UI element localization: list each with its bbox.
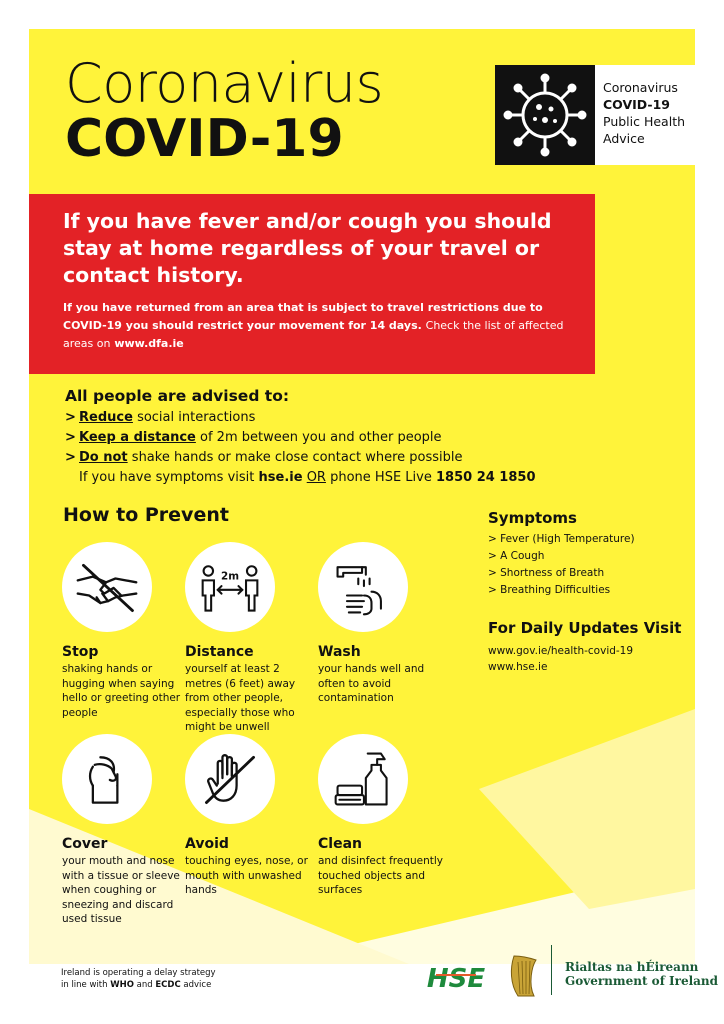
alert-headline: If you have fever and/or cough you should stay at home regardless of your travel or contact history.: [63, 209, 552, 287]
cough-icon: [62, 734, 152, 824]
prevent-heading: How to Prevent: [63, 504, 229, 526]
card-desc: your hands well and often to avoid contamination: [318, 663, 425, 704]
logo-line: Advice: [603, 131, 645, 146]
poster: [29, 29, 695, 964]
symptoms-panel: [488, 509, 688, 675]
advice-heading: All people are advised to:: [65, 387, 290, 405]
public-health-logo: [495, 65, 695, 165]
gov-divider: [551, 945, 552, 995]
alert-details: If you have returned from an area that is subject to travel restrictions due to COVID-19 you should restrict your movement for 14 days. Check the list of affected areas on www.dfa.ie: [63, 301, 564, 350]
card-title: Clean: [318, 836, 362, 852]
card-desc: yourself at least 2 metres (6 feet) away from other people, especially those who might be unwell: [185, 663, 296, 733]
symptoms-contact: If you have symptoms visit hse.ie OR phone HSE Live 1850 24 1850: [79, 470, 536, 485]
prevent-card-distance: [185, 542, 315, 735]
government-logo-text: Rialtas na hÉireann Government of Ireland: [565, 960, 719, 988]
logo-text: [603, 79, 685, 147]
prevent-card-stop: [62, 542, 192, 720]
card-desc: touching eyes, nose, or mouth with unwashed hands: [185, 855, 308, 896]
hse-logo: [426, 957, 486, 994]
no-touch-icon: [185, 734, 275, 824]
prevent-card-avoid: [185, 734, 315, 898]
symptom-item: > A Cough: [488, 550, 545, 562]
symptoms-heading: Symptoms: [488, 509, 577, 527]
virus-icon: [495, 65, 595, 165]
distance-badge: 2m: [220, 570, 240, 583]
title-covid: COVID-19: [65, 109, 344, 169]
card-desc: your mouth and nose with a tissue or sleeve when coughing or sneezing and discard used tissue: [62, 855, 180, 925]
dfa-link[interactable]: www.dfa.ie: [114, 337, 184, 350]
hse-phone: 1850 24 1850: [435, 470, 536, 485]
spray-icon: [318, 734, 408, 824]
advice-item: > Reduce social interactions: [65, 410, 256, 425]
updates-link[interactable]: www.hse.ie: [488, 661, 548, 673]
handshake-icon: [62, 542, 152, 632]
card-title: Cover: [62, 836, 108, 852]
updates-heading: For Daily Updates Visit: [488, 619, 682, 637]
handwash-icon: [318, 542, 408, 632]
card-title: Wash: [318, 644, 361, 660]
card-desc: and disinfect frequently touched objects and surfaces: [318, 855, 444, 896]
harp-icon: [508, 952, 538, 1000]
logo-line: Public Health: [603, 114, 686, 129]
prevent-card-clean: [318, 734, 448, 898]
symptom-item: > Fever (High Temperature): [488, 533, 635, 545]
advice-item: > Do not shake hands or make close contact where possible: [65, 450, 463, 465]
card-title: Avoid: [185, 836, 229, 852]
symptom-item: > Breathing Difficulties: [488, 584, 611, 596]
card-desc: shaking hands or hugging when saying hello or greeting other people: [62, 663, 181, 719]
card-title: Distance: [185, 644, 254, 660]
prevent-card-wash: [318, 542, 448, 706]
advice-item: > Keep a distance of 2m between you and other people: [65, 430, 442, 445]
distance-icon: [185, 542, 275, 632]
logo-line: Coronavirus: [603, 80, 678, 95]
svg-text:HSE: HSE: [426, 964, 486, 994]
delay-strategy-note: Ireland is operating a delay strategy in line with WHO and ECDC advice: [61, 968, 216, 990]
title-coronavirus: Coronavirus: [65, 52, 384, 115]
card-title: Stop: [62, 644, 99, 660]
alert-banner: [29, 194, 595, 374]
hse-link[interactable]: hse.ie: [258, 470, 303, 485]
prevent-card-cover: [62, 734, 192, 927]
updates-link[interactable]: www.gov.ie/health-covid-19: [488, 645, 634, 657]
logo-line: COVID-19: [603, 97, 670, 112]
symptom-item: > Shortness of Breath: [488, 567, 605, 579]
advice-section: [65, 387, 665, 488]
